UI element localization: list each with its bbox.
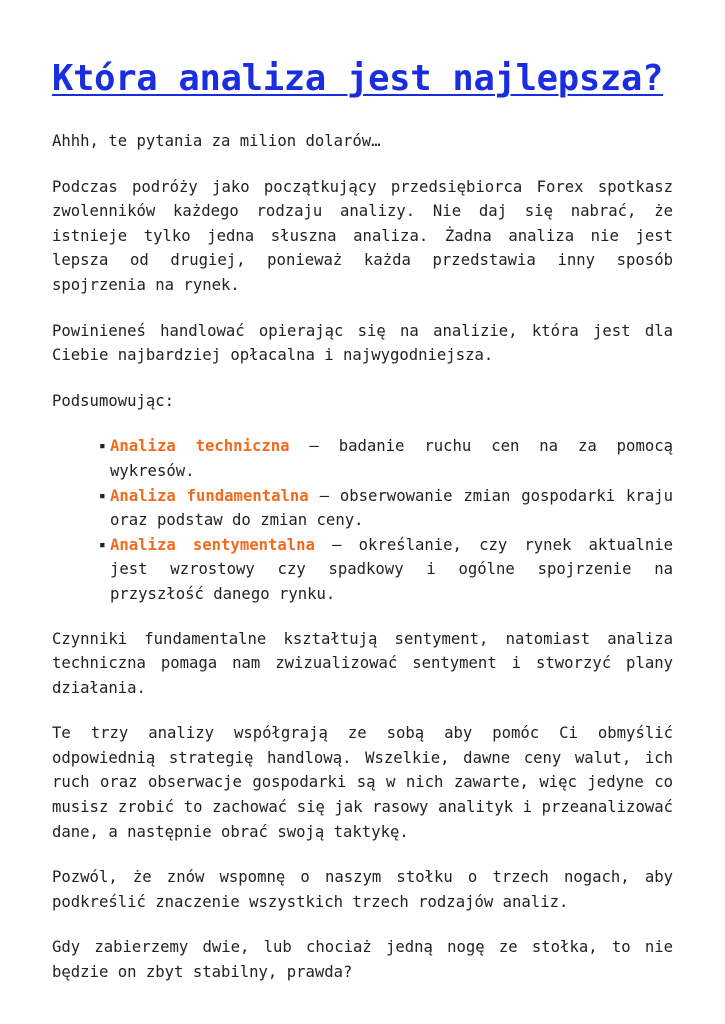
list-item — [99, 533, 674, 607]
bullet-icon: ▪ — [99, 488, 106, 502]
paragraph-intro: Ahhh, te pytania za milion dolarów… — [52, 132, 381, 150]
list-item-term: Analiza sentymentalna — [110, 535, 315, 554]
bullet-icon: ▪ — [99, 537, 106, 551]
bullet-icon: ▪ — [99, 439, 106, 453]
paragraph-fundamentals: Czynniki fundamentalne kształtują sentyment, natomiast analiza techniczna pomaga nam zwizualizować sentyment i stworzyć plany działania. — [52, 629, 673, 697]
list-item-text: – określanie, czy rynek aktualnie jest wzrostowy czy spadkowy i ogólne spojrzenie na przyszłość danego rynku. — [110, 535, 674, 603]
list-item — [99, 484, 673, 533]
title-link[interactable]: Która analiza jest najlepsza? — [52, 58, 664, 99]
article — [52, 55, 673, 1006]
paragraph-summary-lead: Podsumowując: — [52, 391, 175, 410]
paragraph-stool: Pozwól, że znów wspomnę o naszym stołku o trzech nogach, aby podkreślić znaczenie wszystkich trzech rodzajów analiz. — [52, 868, 673, 911]
analysis-list — [52, 434, 673, 606]
paragraph-conclusion: Gdy zabierzemy dwie, lub chociaż jedną nogę ze stołka, to nie będzie on zbyt stabilny, prawda? — [52, 938, 673, 982]
list-item-term: Analiza fundamentalna — [110, 486, 309, 505]
list-item — [99, 434, 673, 483]
paragraph-trade-advice: Powinieneś handlować opierając się na analizie, która jest dla Ciebie najbardziej opłacalna i najwygodniejsza. — [52, 321, 673, 365]
list-item-text: – obserwowanie zmian gospodarki kraju oraz podstaw do zmian ceny. — [110, 486, 673, 530]
paragraph-three-analyses: Te trzy analizy współgrają ze sobą aby pomóc Ci obmyślić odpowiednią strategię handlową. Wszelkie, dawne ceny walut, ich ruch oraz obserwacje gospodarki są w nich zawarte, więc jedyne co musisz zrobić to zachować się jak rasowy analityk i przeanalizować dane, a następnie obrać swoją taktykę. — [52, 724, 673, 841]
list-item-text: – badanie ruchu cen na za pomocą wykresów. — [110, 437, 673, 480]
page-title — [52, 55, 673, 103]
paragraph-journey: Podczas podróży jako początkujący przedsiębiorca Forex spotkasz zwolenników każdego rodzaju analizy. Nie daj się nabrać, że istnieje tylko jedna słuszna analiza. Żadna analiza nie jest lepsza od drugiej, ponieważ każda przedstawia inny sposób spojrzenia na rynek. — [52, 177, 673, 294]
list-item-term: Analiza techniczna — [110, 437, 290, 456]
